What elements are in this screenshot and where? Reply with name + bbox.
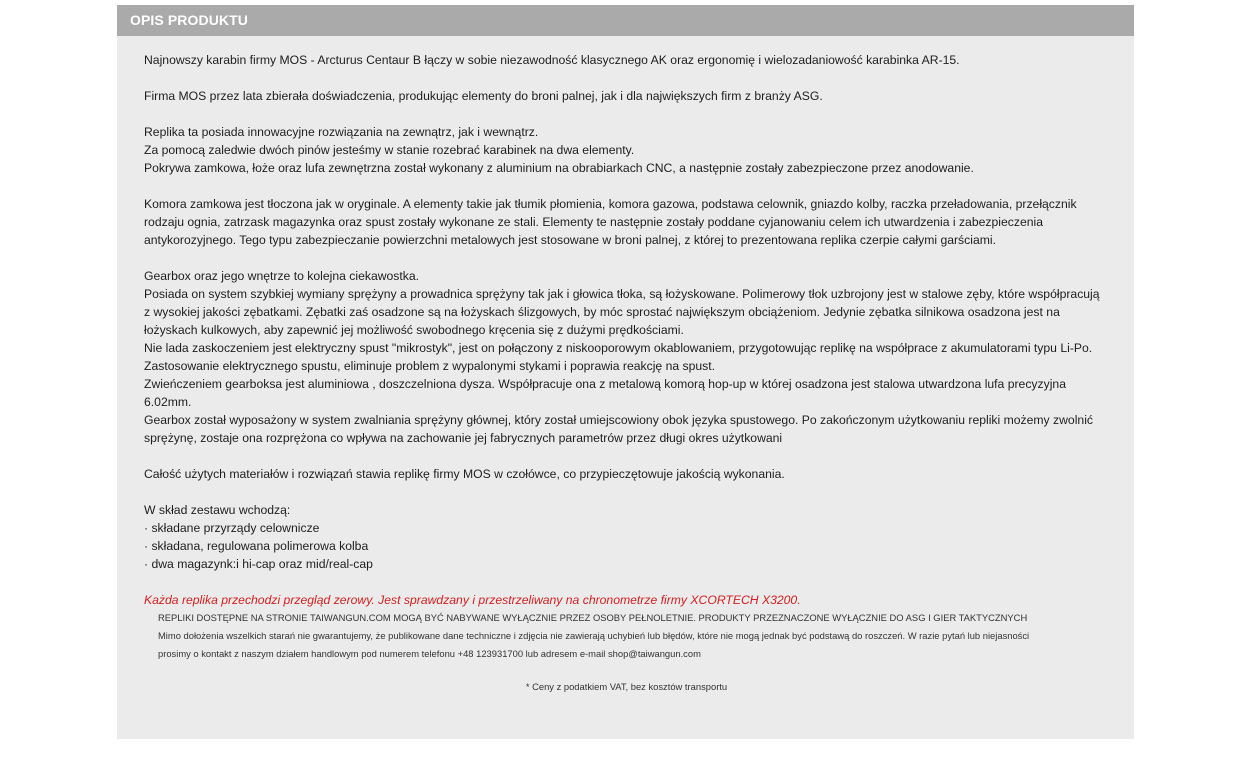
innovations-paragraph [144,123,1109,177]
kit-item: · składane przyrządy celownicze [144,521,320,535]
gearbox-line: Zwieńczeniem gearboksa jest aluminiowa , doszczelniona dysza. Współpracuje ona z metalową komorą hop-up w której osadzona jest stalowa utwardzona lufa precyzyjna 6.02mm. [144,377,1066,409]
gearbox-line: Nie lada zaskoczeniem jest elektryczny spust "mikrostyk", jest on połączony z niskooporowym okablowaniem, przygotowując replikę na współprace z akumulatorami typu Li-Po. [144,341,1093,355]
steel-text: Komora zamkowa jest tłoczona jak w oryginale. A elementy takie jak tłumik płomienia, komora gazowa, podstawa celownik, gniazdo kolby, raczka przeładowania, przełącznik rodzaju ognia, zatrzask magazynka oraz spust zostały wykonane ze stali. Elementy te następnie zostały poddane cyjanowaniu celem ich utwardzenia i zabezpieczenia antykorozyjnego. Tego typu zabezpieczanie powierzchni metalowych jest stosowane w broni palnej, z której to prezentowana replika czerpie całymi garściami. [144,197,1077,247]
kit-item: · składana, regulowana polimerowa kolba [144,539,369,553]
section-header: OPIS PRODUKTU [117,5,1134,36]
innovation-line: Replika ta posiada innowacyjne rozwiązania na zewnątrz, jak i wewnątrz. [144,125,539,139]
kit-contents [144,501,1109,573]
disclaimer-line: Mimo dołożenia wszelkich starań nie gwarantujemy, że publikowane dane techniczne i zdjęcia nie zawierają uchybień lub błędów, które nie mogą jednak być podstawą do roszczeń. W razie pytań lub niejasności [158,630,1030,641]
gearbox-line: Posiada on system szybkiej wymiany sprężyny a prowadnica sprężyny tak jak i głowica tłoka, są łożyskowane. Polimerowy tłok uzbrojony jest w stalowe zęby, które współpracują z wysokiej jakości zębatkami. Zębatki zaś osadzone są na łożyskach ślizgowych, by móc sprostać największym obciążeniom. Jedynie zębatka silnikowa osadzona jest na łożyskach kulkowych, aby zapewnić jej możliwość swobodnego kręcenia się z dużymi prędkościami. [144,287,1100,337]
experience-paragraph [144,87,1109,105]
kit-item: · dwa magazynk:i hi-cap oraz mid/real-cap [144,557,373,571]
intro-text: Najnowszy karabin firmy MOS - Arcturus Centaur B łączy w sobie niezawodność klasycznego AK oraz ergonomię i wielozadaniowość karabinka AR-15. [144,53,960,67]
intro-paragraph [144,51,1109,69]
innovation-line: Pokrywa zamkowa, łoże oraz lufa zewnętrzna został wykonany z aluminium na obrabiarkach CNC, a następnie zostały zabezpieczone przez anodowanie. [144,161,974,175]
gearbox-line: Gearbox oraz jego wnętrze to kolejna ciekawostka. [144,269,420,283]
zero-check-note: Każda replika przechodzi przegląd zerowy. Jest sprawdzany i przestrzeliwany na chronometrze firmy XCORTECH X3200. [144,593,801,607]
vat-note: * Ceny z podatkiem VAT, bez kosztów transportu [525,681,728,692]
summary-paragraph [144,465,1109,483]
gearbox-paragraph [144,267,1109,447]
legal-block [144,609,1109,663]
steel-paragraph [144,195,1109,249]
innovation-line: Za pomocą zaledwie dwóch pinów jesteśmy w stanie rozebrać karabinek na dwa elementy. [144,143,635,157]
gearbox-line: Zastosowanie elektrycznego spustu, eliminuje problem z wypalonymi stykami i poprawia reakcję na spust. [144,359,716,373]
gearbox-line: Gearbox został wyposażony w system zwalniania sprężyny głównej, który został umiejscowiony obok języka spustowego. Po zakończonym użytkowaniu repliki możemy zwolnić sprężynę, zostaje ona rozprężona co wpływa na zachowanie jej fabrycznych parametrów przez długi okres użytkowani [144,413,1094,445]
experience-text: Firma MOS przez lata zbierała doświadczenia, produkując elementy do broni palnej, jak i dla największych firm z branży ASG. [144,89,823,103]
summary-text: Całość użytych materiałów i rozwiązań stawia replikę firmy MOS w czołówce, co przypieczętowuje jakością wykonania. [144,467,785,481]
description-content [144,51,1109,696]
disclaimer-line: prosimy o kontakt z naszym działem handlowym pod numerem telefonu +48 123931700 lub adresem e-mail shop@taiwangun.com [158,648,701,659]
product-description-panel [117,5,1134,739]
legal-notice: REPLIKI DOSTĘPNE NA STRONIE TAIWANGUN.COM MOGĄ BYĆ NABYWANE WYŁĄCZNIE PRZEZ OSOBY PEŁNOLETNIE. PRODUKTY PRZEZNACZONE WYŁĄCZNIE DO ASG I GIER TAKTYCZNYCH [158,612,1028,623]
kit-heading: W skład zestawu wchodzą: [144,503,291,517]
